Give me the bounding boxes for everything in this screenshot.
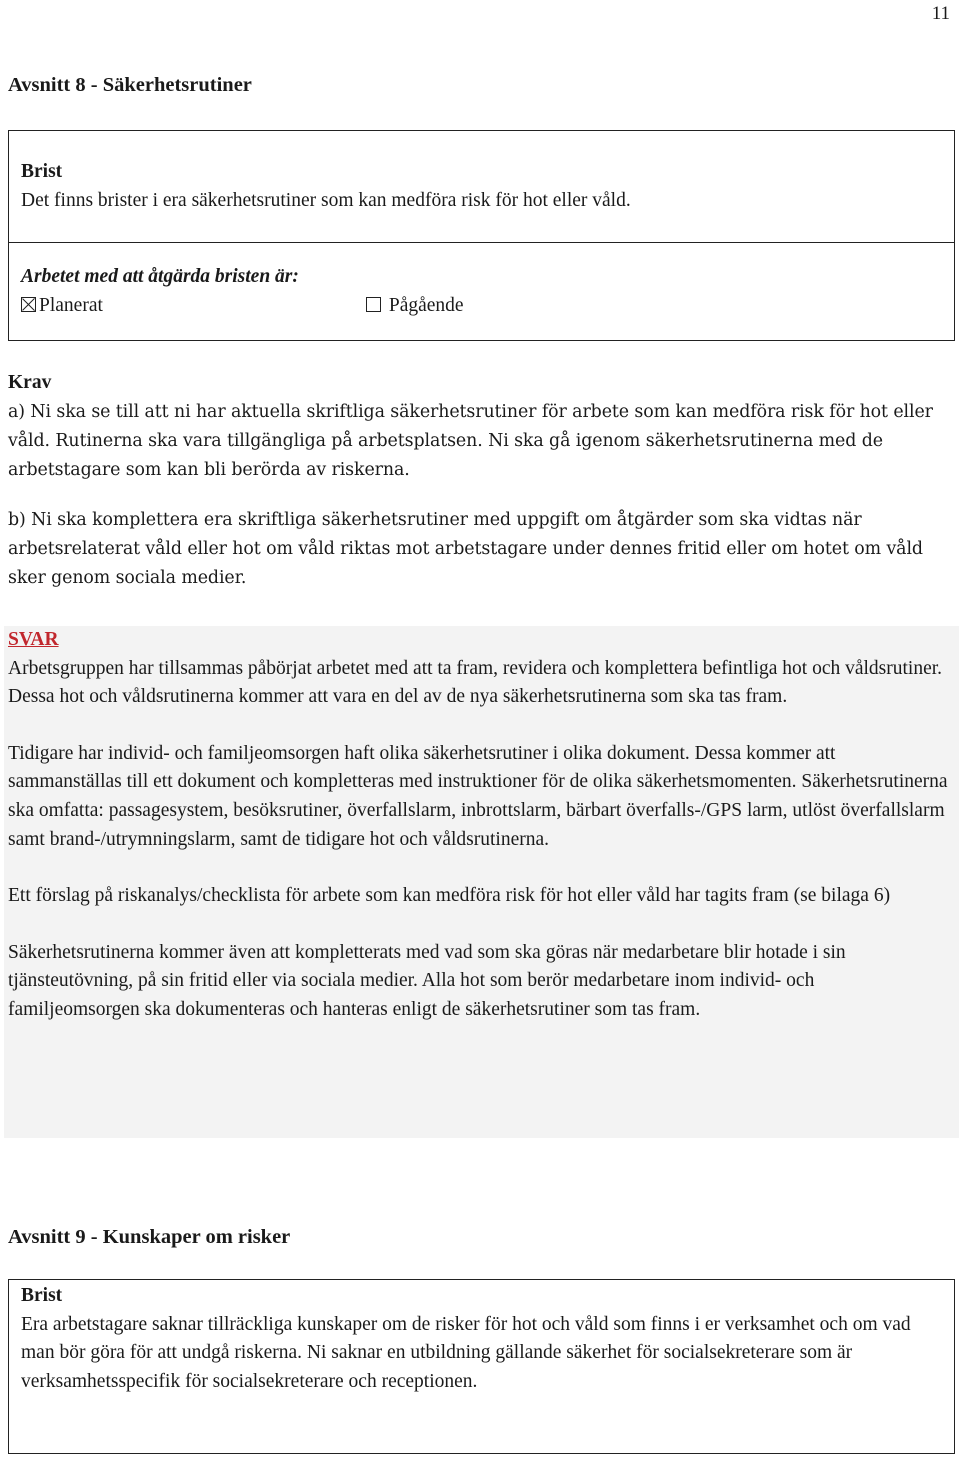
brist-text: Det finns brister i era säkerhetsrutiner som kan medföra risk för hot eller våld. xyxy=(21,189,631,211)
section-9-heading: Avsnitt 9 - Kunskaper om risker xyxy=(8,1226,291,1248)
krav-a xyxy=(8,398,946,485)
svar-block xyxy=(4,626,959,1138)
status-box xyxy=(8,242,955,341)
svar-paragraph-1: Arbetsgruppen har tillsammas påbörjat arbetet med att ta fram, revidera och komplettera befintliga hot och våldsrutiner. Dessa hot och våldsrutinerna kommer att vara en del av de nya säkerhetsrutinerna som ska tas fram. xyxy=(8,657,943,708)
section-9-brist-title: Brist xyxy=(21,1285,63,1306)
brist-box xyxy=(8,130,955,243)
checked-checkbox-icon[interactable] xyxy=(21,297,36,312)
section-9-brist-box xyxy=(8,1279,955,1454)
svar-paragraph-4: Säkerhetsrutinerna kommer även att kompletterats med vad som ska göras när medarbetare blir hotade i sin tjänsteutövning, på sin fritid eller via sociala medier. Alla hot som berör medarbetare inom individ- och familjeomsorgen ska dokumenteras och hanteras enligt de säkerhetsrutiner som tas fram. xyxy=(8,941,846,1020)
svar-paragraph-3: Ett förslag på riskanalys/checklista för arbete som kan medföra risk för hot eller våld har tagits fram (se bilaga 6) xyxy=(8,885,891,907)
krav-block xyxy=(8,369,946,593)
krav-b: b) Ni ska komplettera era skriftliga säkerhetsrutiner med uppgift om åtgärder som ska vidtas när arbetsrelaterat våld eller hot om våld riktas mot arbetstagare under dennes fritid eller om hotet om våld sker genom sociala medier. xyxy=(8,509,923,588)
section-8-heading: Avsnitt 8 - Säkerhetsrutiner xyxy=(8,74,252,96)
svar-paragraph-2: Tidigare har individ- och familjeomsorgen haft olika säkerhetsrutiner i olika dokument. Dessa kommer att sammanställas till ett dokument och kompletteras med instruktioner för de olika säkerhetsmomenten. Säkerhetsrutinerna ska omfatta: passagesystem, besöksrutiner, överfallslarm, inbrottslarm, bärbart överfalls-/GPS larm, utlöst överfallslarm samt brand-/utrymningslarm, samt de tidigare hot och våldsrutinerna. xyxy=(8,742,948,850)
option-planerat[interactable] xyxy=(21,292,103,321)
krav-title: Krav xyxy=(8,372,52,393)
svar-title: SVAR xyxy=(8,629,59,650)
option-pagaende-label: Pågående xyxy=(388,294,464,316)
krav-a-part1: a) Ni ska se till att ni har aktuella skriftliga säkerhetsrutiner för arbete som kan medföra risk för hot eller våld. xyxy=(8,401,933,451)
brist-title: Brist xyxy=(21,161,63,182)
section-9-brist-text: Era arbetstagare saknar tillräckliga kunskaper om de risker för hot och våld som finns i er verksamhet och om vad man bör göra för att undgå riskerna. Ni saknar en utbildning gällande säkerhet för socialsekreterare som är verksamhetsspecifik för socialsekreterare och receptionen. xyxy=(21,1313,911,1392)
status-title: Arbetet med att åtgärda bristen är: xyxy=(21,266,299,287)
page-number: 11 xyxy=(931,3,950,24)
option-pagaende[interactable] xyxy=(366,292,464,321)
option-planerat-label: Planerat xyxy=(39,294,103,316)
unchecked-checkbox-icon[interactable] xyxy=(366,297,381,312)
krav-a-part2: Rutinerna ska vara tillgängliga på arbetsplatsen. Ni ska gå igenom säkerhetsrutinerna med de arbetstagare som kan bli berörda av riskerna. xyxy=(8,430,883,480)
